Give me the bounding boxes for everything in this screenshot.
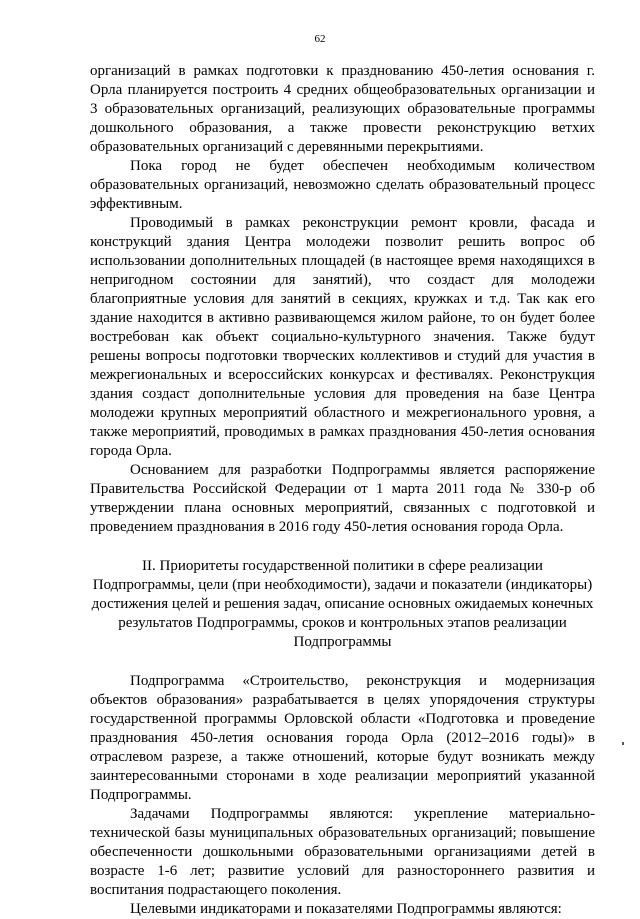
paragraph: Основанием для разработки Подпрограммы является распоряжение Правительства Российской Федерации от 1 марта 2011 года № 330-р об утверждении плана основных мероприятий, связанных с подготовкой и проведением празднования в 2016 году 450-летия основания города Орла. — [90, 462, 595, 535]
section-heading: II. Приоритеты государственной политики в сфере реализации Подпрограммы, цели (при необходимости), задачи и показатели (индикаторы) достижения целей и решения задач, описание основных ожидаемых конечных результатов Подпрограммы, сроков и контрольных этапов реализации Подпрограммы — [91, 558, 594, 650]
document-body — [90, 62, 595, 919]
paragraph: Подпрограмма «Строительство, реконструкция и модернизация объектов образования» разрабатывается в целях упорядочения структуры государственной программы Орловской области «Подготовка и проведение празднования 450-летия основания города Орла (2012–2016 годы)» в отраслевом разрезе, а также отношений, которые будут возникать между заинтересованными сторонами в ходе реализации мероприятий указанной Подпрограммы. — [90, 673, 595, 803]
paragraph: Проводимый в рамках реконструкции ремонт кровли, фасада и конструкций здания Центра молодежи позволит решить вопрос об использовании дополнительных площадей (в настоящее время находящихся в непригодном состоянии для занятий), что создаст для молодежи благоприятные условия для занятий в секциях, кружках и т.д. Так как его здание находится в активно развивающемся жилом районе, то он будет более востребован как объект социально-культурного значения. Также будут решены вопросы подготовки творческих коллективов и студий для участия в межрегиональных и всероссийских конкурсах и фестивалях. Реконструкция здания создаст дополнительные условия для проведения на базе Центра молодежи крупных мероприятий областного и межрегионального уровня, а также мероприятий, проводимых в рамках празднования 450-летия основания города Орла. — [90, 215, 595, 459]
scan-speck — [622, 742, 624, 745]
page-number: 62 — [314, 33, 326, 45]
paragraph: Пока город не будет обеспечен необходимым количеством образовательных организаций, невозможно сделать образовательный процесс эффективным. — [90, 158, 595, 212]
paragraph: организаций в рамках подготовки к празднованию 450-летия основания г. Орла планируется построить 4 средних общеобразовательных организации и 3 образовательных организаций, реализующих образовательные программы дошкольного образования, а также провести реконструкцию ветхих образовательных организаций с деревянными перекрытиями. — [90, 63, 595, 155]
paragraph: Задачами Подпрограммы являются: укрепление материально-технической базы муниципальных образовательных организаций; повышение обеспеченности дошкольными образовательными организациями детей в возрасте 1-6 лет; развитие условий для разностороннего развития и воспитания подрастающего поколения. — [90, 806, 595, 898]
paragraph: Целевыми индикаторами и показателями Подпрограммы являются: — [130, 901, 562, 917]
